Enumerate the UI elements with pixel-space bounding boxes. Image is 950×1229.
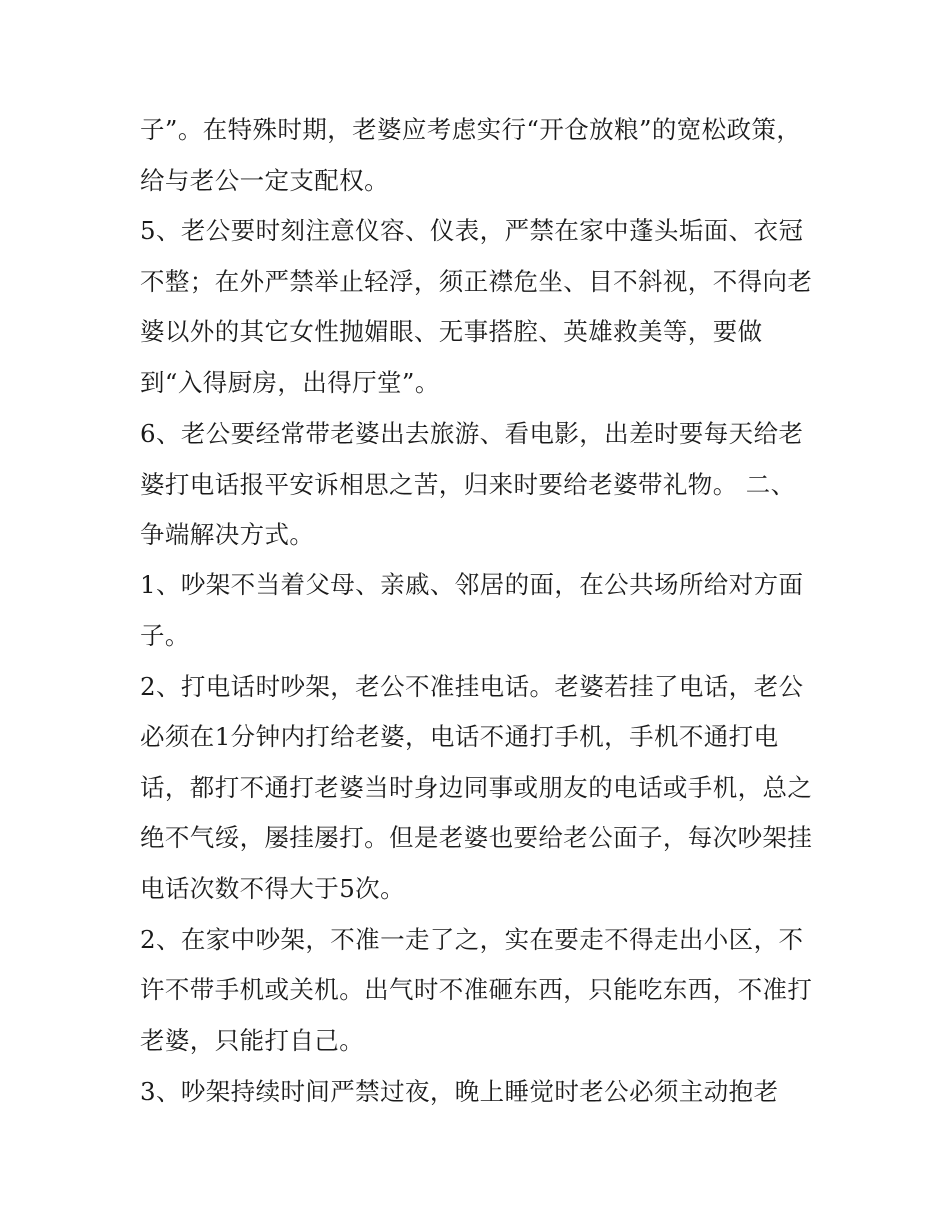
text-line: 6、老公要经常带老婆出去旅游、看电影，出差时要每天给老 — [140, 419, 804, 448]
text-line: 1、吵架不当着父母、亲戚、邻居的面，在公共场所给对方面 — [140, 570, 804, 599]
text-line: 老婆，只能打自己。 — [140, 1026, 365, 1055]
text-line: 到“入得厨房，出得厅堂”。 — [140, 368, 440, 397]
text-line: 必须在1分钟内打给老婆，电话不通打手机，手机不通打电 — [140, 722, 779, 751]
text-line: 婆打电话报平安诉相思之苦，归来时要给老婆带礼物。 二、 — [140, 470, 796, 499]
text-line: 2、打电话时吵架，老公不准挂电话。老婆若挂了电话，老公 — [140, 672, 804, 701]
text-line: 绝不气绥，屡挂屡打。但是老婆也要给老公面子，每次吵架挂 — [140, 823, 813, 852]
text-line: 2、在家中吵架，不准一走了之，实在要走不得走出小区，不 — [140, 925, 804, 954]
text-line: 电话次数不得大于5次。 — [140, 874, 405, 903]
text-line: 给与老公一定支配权。 — [140, 166, 389, 195]
text-line: 话，都打不通打老婆当时身边同事或朋友的电话或手机，总之 — [140, 773, 813, 802]
text-line: 子”。在特殊时期，老婆应考虑实行“开仓放粮”的宽松政策， — [140, 115, 802, 144]
text-line: 婆以外的其它女性抛媚眼、无事搭腔、英雄救美等，要做 — [140, 317, 763, 346]
text-line: 不整；在外严禁举止轻浮，须正襟危坐、目不斜视，不得向老 — [140, 267, 813, 296]
text-line: 争端解决方式。 — [140, 520, 315, 549]
text-line: 5、老公要时刻注意仪容、仪表，严禁在家中蓬头垢面、衣冠 — [140, 216, 804, 245]
text-line: 许不带手机或关机。出气时不准砸东西，只能吃东西，不准打 — [140, 975, 813, 1004]
text-line: 3、吵架持续时间严禁过夜，晚上睡觉时老公必须主动抱老 — [140, 1077, 779, 1106]
text-line: 子。 — [140, 621, 190, 650]
